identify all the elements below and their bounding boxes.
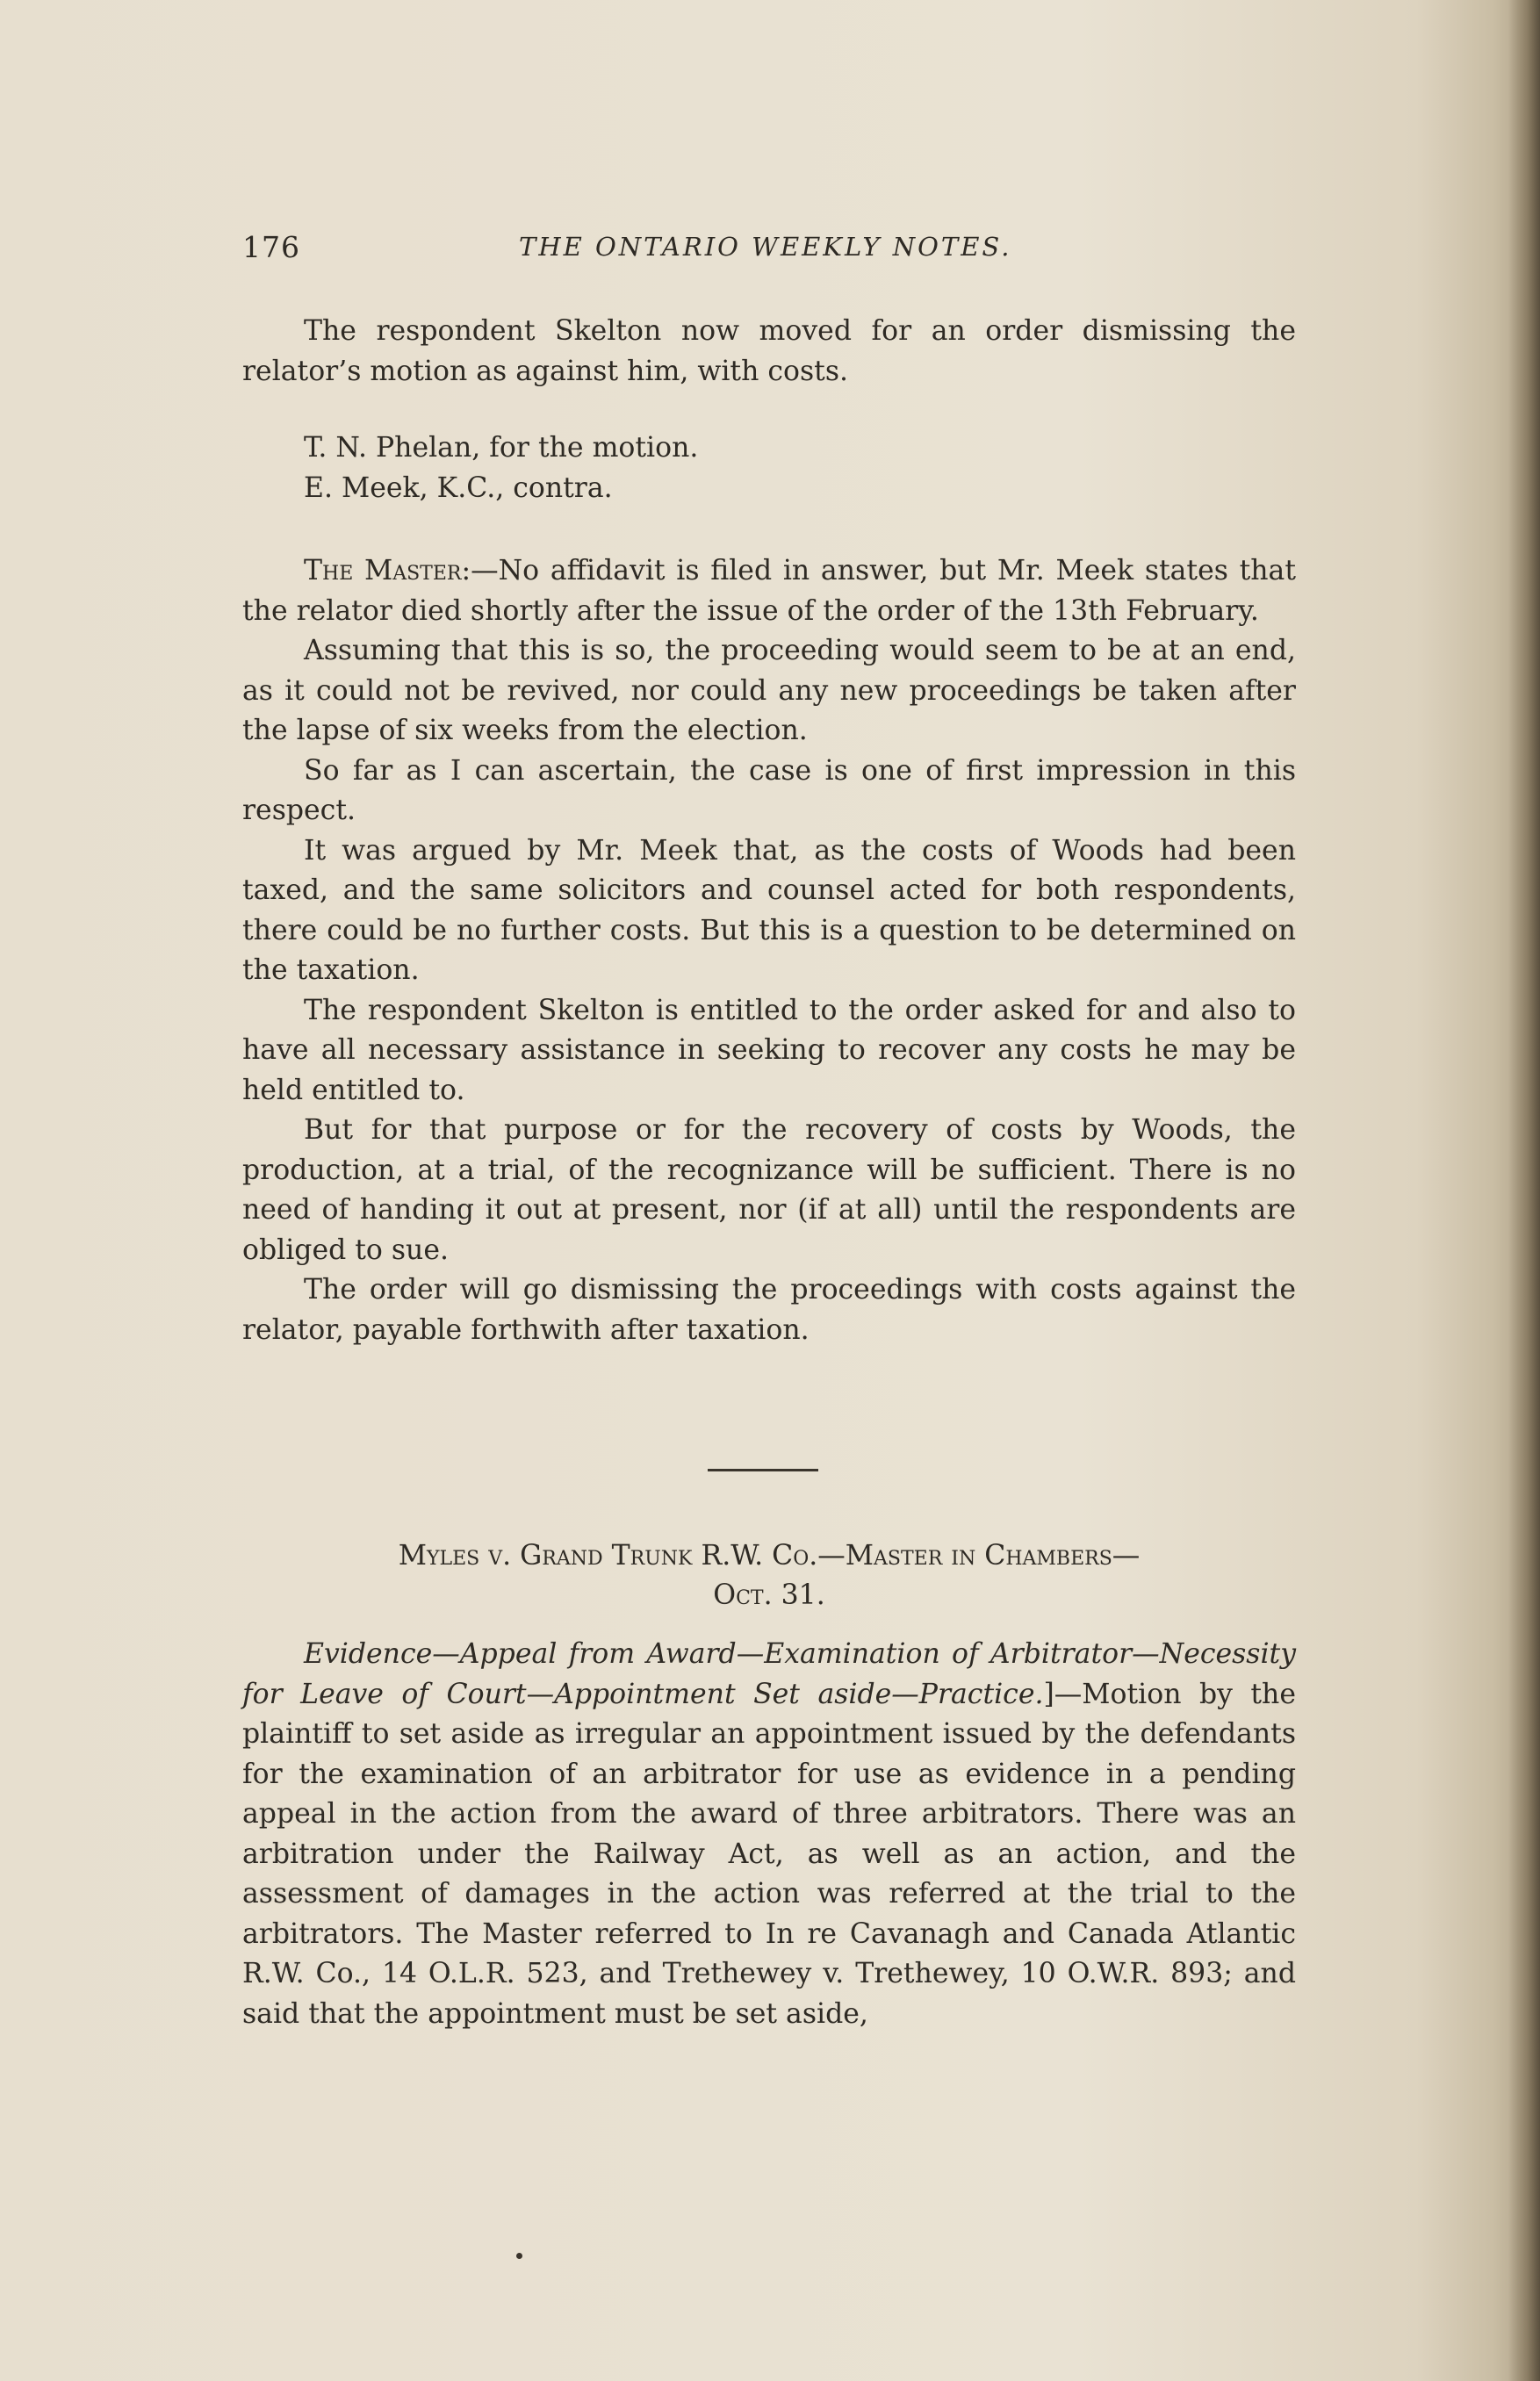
counsel-for-motion: T. N. Phelan, for the motion. — [304, 432, 699, 464]
ink-speck — [516, 2253, 522, 2259]
headnote-paragraph — [242, 1635, 1296, 2034]
running-head — [242, 230, 1296, 274]
case-heading-line2: Oct. 31. — [713, 1579, 825, 1611]
motion-paragraph: The respondent Skelton now moved for an order dismissing the relator’s motion as against him, with costs. — [242, 315, 1296, 387]
intro-section — [242, 312, 1296, 508]
case-heading-line1: Myles v. Grand Trunk R.W. Co.—Master in Chambers— — [398, 1540, 1141, 1572]
speaker-label: The Master — [304, 555, 462, 586]
headnote-catchwords: Evidence—Appeal from Award—Examination of Arbitrator—Necessity for Leave of Court—Appointment Set aside—Practice. — [242, 1638, 1296, 1710]
judgment-paragraph: It was argued by Mr. Meek that, as the costs of Woods had been taxed, and the same solicitors and counsel acted for both respondents, there could be no further costs. But this is a question to be determined on the taxation. — [242, 834, 1296, 986]
judgment-paragraph: The respondent Skelton is entitled to the order asked for and also to have all necessary assistance in seeking to recover any costs he may be held entitled to. — [242, 994, 1296, 1106]
judgment-paragraph: So far as I can ascertain, the case is one of first impression in this respect. — [242, 754, 1296, 826]
page-number: 176 — [242, 230, 300, 264]
section-divider — [708, 1469, 818, 1471]
case-heading — [242, 1536, 1296, 1615]
opening-text: :—No affidavit is filed in answer, but Mr. Meek states that the relator died shortly after the issue of the order of the 13th February. — [242, 555, 1296, 627]
judgment-section — [242, 551, 1296, 1350]
judgment-paragraph: But for that purpose or for the recovery of costs by Woods, the production, at a trial, of the recognizance will be sufficient. There is no need of handing it out at present, nor (if at all) until the respondents are obliged to sue. — [242, 1114, 1296, 1266]
headnote-body: ]—Motion by the plaintiff to set aside as irregular an appointment issued by the defendants for the examination of an arbitrator for use as evidence in a pending appeal in the action from the award of three arbitrators. There was an arbitration under the Railway Act, as well as an action, and the assessment of damages in the action was referred at the trial to the arbitrators. The Master referred to In re Cavanagh and Canada Atlantic R.W. Co., 14 O.L.R. 523, and Trethewey v. Trethewey, 10 O.W.R. 893; and said that the appointment must be set aside, — [242, 1678, 1296, 2030]
judgment-paragraph: The order will go dismissing the proceedings with costs against the relator, payable forthwith after taxation. — [242, 1274, 1296, 1346]
judgment-opening — [242, 551, 1296, 631]
case-report — [242, 1635, 1296, 2034]
page-edge-shadow — [1508, 0, 1540, 2381]
counsel-contra: E. Meek, K.C., contra. — [304, 471, 613, 504]
judgment-paragraph: Assuming that this is so, the proceeding would seem to be at an end, as it could not be revived, nor could any new proceedings be taken after the lapse of six weeks from the election. — [242, 635, 1296, 746]
journal-title: THE ONTARIO WEEKLY NOTES. — [519, 232, 1012, 262]
